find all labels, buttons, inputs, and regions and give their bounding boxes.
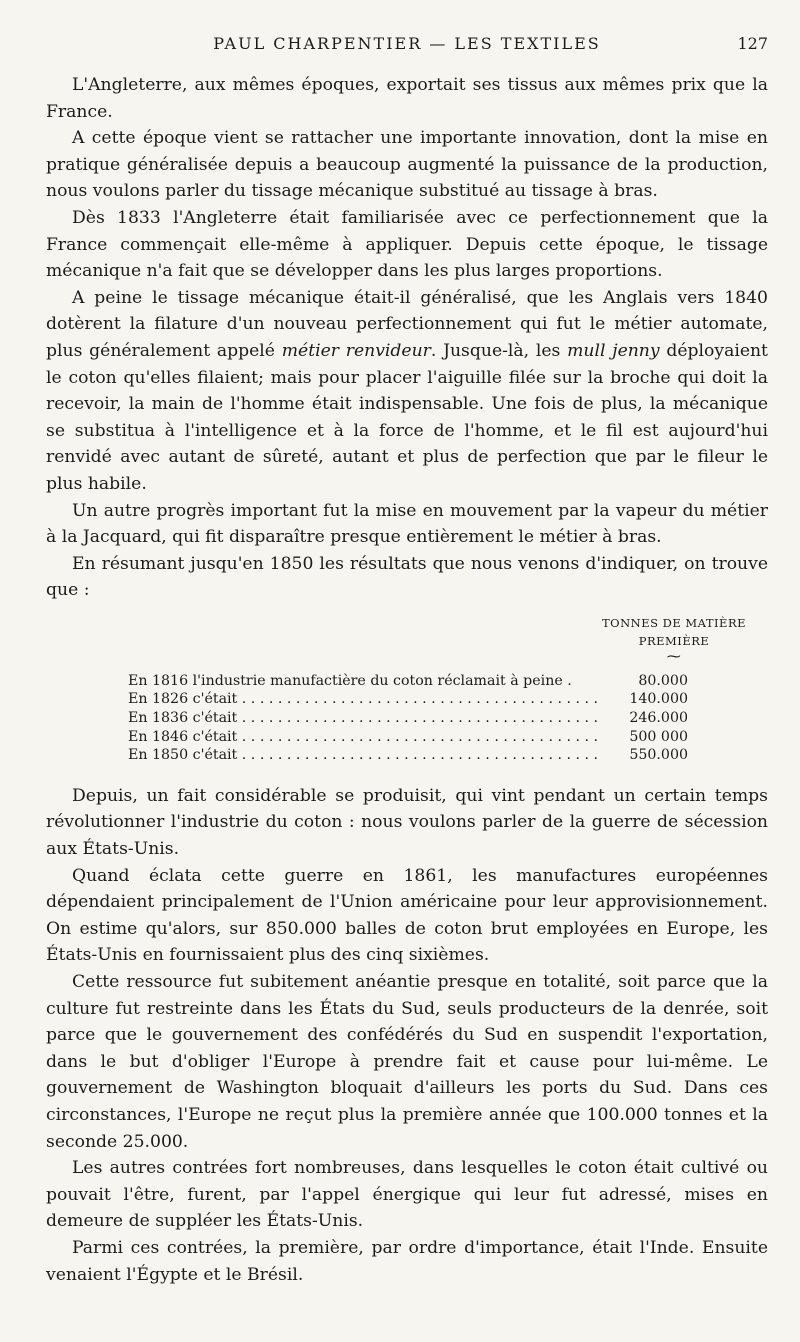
- paragraph-automate: [46, 285, 768, 498]
- row-label: En 1836 c'était: [128, 710, 238, 727]
- row-label-cell: [128, 746, 603, 765]
- table-row: [128, 709, 688, 728]
- cotton-consumption-table: [46, 614, 768, 765]
- paragraph: Depuis, un fait considérable se produisit, qui vint pendant un certain temps révolutionner l'industrie du coton : nous voulons parler de la guerre de sécession aux États-Unis.: [46, 785, 768, 860]
- ornament-rule: ⁓: [666, 648, 682, 665]
- row-label: En 1826 c'était: [128, 691, 238, 708]
- row-label-cell: [128, 690, 603, 709]
- paragraph-segment: déployaient le coton qu'elles filaient; mais pour placer l'aiguille filée sur la broche qui doit la recevoir, la main de l'homme était indispensable. Une fois de plus, la mécanique se substitua à l'intelligence et à la force de l'homme, et le fil est aujourd'hui renvidé avec autant de sûreté, autant et plus de perfection que par le fileur le plus habile.: [46, 340, 768, 494]
- row-value: 500 000: [629, 728, 688, 745]
- table-row: [128, 746, 688, 765]
- paragraph: Un autre progrès important fut la mise en mouvement par la vapeur du métier à la Jacquard, qui fit disparaître presque entièrement le métier à bras.: [46, 500, 768, 548]
- row-value: 246.000: [629, 710, 688, 727]
- row-label-cell: [128, 709, 603, 728]
- paragraph: Dès 1833 l'Angleterre était familiarisée avec ce perfectionnement que la France commençait elle-même à appliquer. Depuis cette époque, le tissage mécanique n'a fait que se développer dans les plus larges proportions.: [46, 207, 768, 282]
- book-page: [46, 34, 768, 1288]
- italic-term: mull jenny: [567, 340, 660, 361]
- page-number: 127: [737, 34, 768, 53]
- row-label: En 1816 l'industrie manufactière du coton réclamait à peine .: [128, 672, 572, 689]
- row-value: 550.000: [629, 747, 688, 764]
- dot-leader: [237, 729, 598, 745]
- paragraph: Cette ressource fut subitement anéantie presque en totalité, soit parce que la culture fut restreinte dans les États du Sud, seuls producteurs de la denrée, soit parce que le gouvernement des confédérés du Sud en suspendit l'exportation, dans le but d'obliger l'Europe à prendre fait et cause pour lui-même. Le gouvernement de Washington bloquait d'ailleurs les ports du Sud. Dans ces circonstances, l'Europe ne reçut plus la première année que 100.000 tonnes et la seconde 25.000.: [46, 972, 768, 1152]
- paragraph-segment: . Jusque-là, les: [430, 340, 568, 361]
- column-header-line: TONNES DE MATIÈRE: [601, 615, 747, 630]
- row-value: 80.000: [638, 672, 688, 689]
- table-column-header: [594, 614, 754, 664]
- body-text: [46, 72, 768, 1288]
- dot-leader: [237, 710, 598, 726]
- paragraph-segment: A peine le tissage mécanique était-il généralisé, que les Anglais vers 1840 dotèrent la filature d'un nouveau perfectionnement qui fut le métier automate, plus généralement appelé: [46, 287, 768, 361]
- table-row: [128, 690, 688, 709]
- table-row: [128, 672, 688, 691]
- paragraph: Les autres contrées fort nombreuses, dans lesquelles le coton était cultivé ou pouvait l'être, furent, par l'appel énergique qui leur fut adressé, mises en demeure de suppléer les États-Unis.: [46, 1158, 768, 1232]
- row-label-cell: [128, 728, 603, 747]
- paragraph: Quand éclata cette guerre en 1861, les manufactures européennes dépendaient principalement de l'Union américaine pour leur approvisionnement. On estime qu'alors, sur 850.000 balles de coton brut employées en Europe, les États-Unis en fournissaient plus des cinq sixièmes.: [46, 865, 768, 966]
- data-table: [128, 672, 688, 765]
- row-label: En 1850 c'était: [128, 747, 238, 764]
- row-label: En 1846 c'était: [128, 728, 238, 745]
- dot-leader: [237, 691, 598, 707]
- row-value: 140.000: [629, 691, 688, 708]
- column-header-line: PREMIÈRE: [638, 633, 710, 648]
- running-title: PAUL CHARPENTIER — LES TEXTILES: [213, 34, 601, 53]
- row-label-cell: [128, 672, 603, 691]
- paragraph: Parmi ces contrées, la première, par ordre d'importance, était l'Inde. Ensuite venaient l'Égypte et le Brésil.: [46, 1237, 768, 1285]
- running-header: [46, 34, 768, 58]
- paragraph: En résumant jusqu'en 1850 les résultats que nous venons d'indiquer, on trouve que :: [46, 553, 768, 601]
- dot-leader: [237, 747, 598, 763]
- table-row: [128, 728, 688, 747]
- italic-term: métier renvideur: [281, 340, 431, 361]
- paragraph: L'Angleterre, aux mêmes époques, exportait ses tissus aux mêmes prix que la France.: [46, 75, 768, 122]
- paragraph: A cette époque vient se rattacher une importante innovation, dont la mise en pratique généralisée depuis a beaucoup augmenté la puissance de la production, nous voulons parler du tissage mécanique substitué au tissage à bras.: [46, 128, 768, 202]
